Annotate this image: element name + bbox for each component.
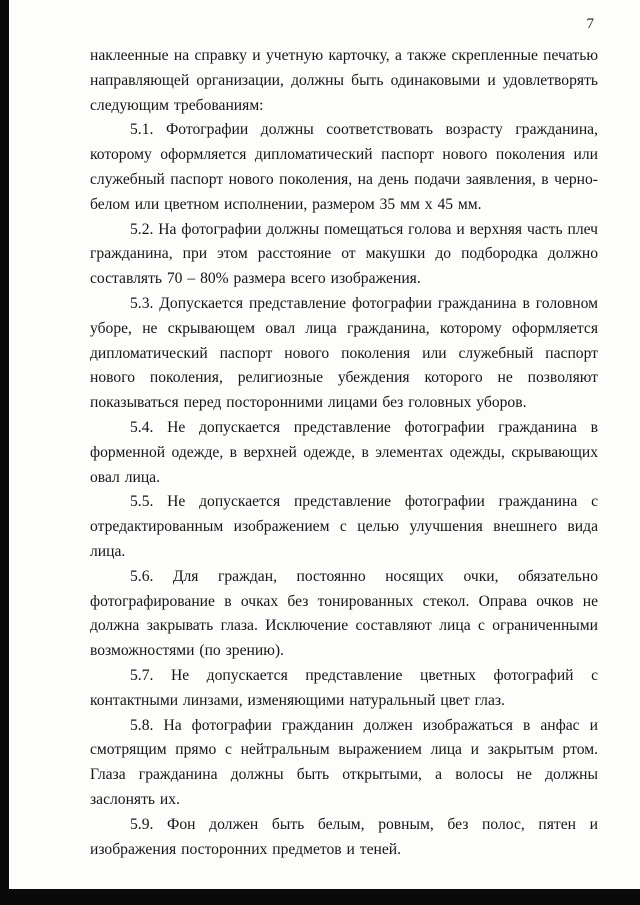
paragraph: 5.7. Не допускается представление цветных фотографий с контактными линзами, изменяющими натуральный цвет глаз. bbox=[90, 666, 598, 709]
scan-edge-left bbox=[0, 0, 9, 905]
paragraph: 5.6. Для граждан, постоянно носящих очки, обязательно фотографирование в очках без тонированных стекол. Оправа очков не должна закрывать глаза. Исключение составляют лица с ограниченными возможностями (по зрению). bbox=[90, 567, 598, 660]
paragraph: 5.3. Допускается представление фотографии гражданина в головном уборе, не скрывающем овал лица гражданина, которому оформляется дипломатический паспорт нового поколения или служебный паспорт нового поколения, религиозные убеждения которого не позволяют показываться перед посторонними лицами без головных уборов. bbox=[90, 294, 598, 412]
paragraph: наклеенные на справку и учетную карточку, а также скрепленные печатью направляющей организации, должны быть одинаковыми и удовлетворять следующим требованиям: bbox=[90, 47, 598, 114]
paragraph: 5.1. Фотографии должны соответствовать возрасту гражданина, которому оформляется дипломатический паспорт нового поколения или служебный паспорт нового поколения, на день подачи заявления, в черно-белом или цветном исполнении, размером 35 мм х 45 мм. bbox=[90, 121, 598, 213]
document-text bbox=[90, 44, 598, 862]
paragraph: 5.5. Не допускается представление фотографии гражданина с отредактированным изображением с целью улучшения внешнего вида лица. bbox=[90, 493, 598, 560]
scan-edge-bottom bbox=[0, 889, 640, 905]
paragraph: 5.9. Фон должен быть белым, ровным, без полос, пятен и изображения посторонних предметов и теней. bbox=[90, 815, 598, 858]
paragraph: 5.4. Не допускается представление фотографии гражданина в форменной одежде, в верхней одежде, в элементах одежды, скрывающих овал лица. bbox=[90, 418, 598, 486]
paragraph: 5.2. На фотографии должны помещаться голова и верхняя часть плеч гражданина, при этом расстояние от макушки до подбородка должно составлять 70 – 80% размера всего изображения. bbox=[90, 220, 598, 288]
page-number: 7 bbox=[586, 16, 594, 32]
paragraph: 5.8. На фотографии гражданин должен изображаться в анфас и смотрящим прямо с нейтральным выражением лица и закрытым ртом. Глаза гражданина должны быть открытыми, а волосы не должны заслонять их. bbox=[90, 716, 598, 808]
